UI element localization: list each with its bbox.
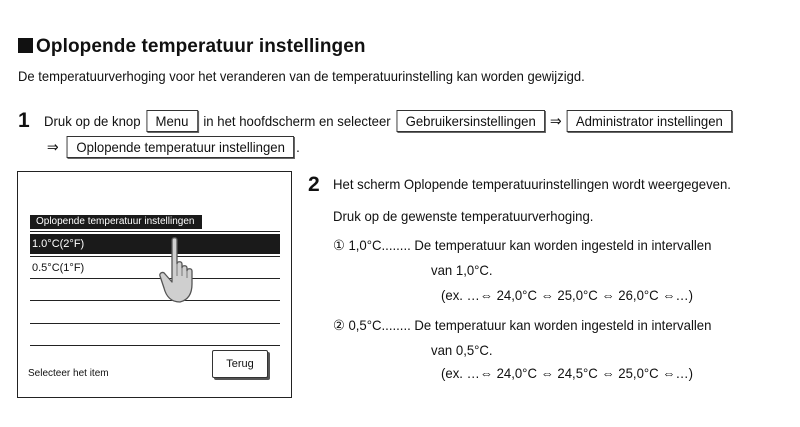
remote-screen-illustration [17,171,292,398]
option-1-example: (ex. …⇔ 24,0°C ⇔ 25,0°C ⇔ 26,0°C ⇔…) [441,287,694,303]
incremental-temp-key: Oplopende temperatuur instellingen [67,136,294,158]
option-2-label: ② 0,5°C........ [333,317,411,333]
step-1-number: 1 [18,109,30,132]
step-1-line-2 [44,136,300,158]
step-1-text-a: Druk op de knop [44,113,141,129]
step-2-line-1: Het scherm Oplopende temperatuurinstellingen wordt weergegeven. [333,176,731,192]
intro-text: De temperatuurverhoging voor het veranderen van de temperatuurinstelling kan worden gewijzigd. [18,68,585,84]
screen-option-2[interactable]: 0.5°C(1°F) [32,262,85,274]
option-1-text: De temperatuur kan worden ingesteld in intervallen [414,237,712,253]
arrow-icon: ⇒ [549,113,562,130]
menu-key: Menu [146,110,198,132]
screen-divider [30,278,280,279]
screen-option-1[interactable]: 1.0°C(2°F) [30,234,280,254]
screen-divider [30,323,280,324]
page-title [18,36,366,58]
arrow-icon: ⇒ [46,139,59,156]
user-settings-key: Gebruikersinstellingen [396,110,545,132]
option-1-text-2: van 1,0°C. [431,262,493,278]
option-1-row [333,237,711,254]
option-2-text: De temperatuur kan worden ingesteld in intervallen [414,317,712,333]
option-2-row [333,317,711,334]
step-1-text-b: in het hoofdscherm en selecteer [203,113,391,129]
screen-title: Oplopende temperatuur instellingen [30,215,202,229]
step-2-line-2: Druk op de gewenste temperatuurverhoging. [333,208,594,224]
pointing-hand-icon [158,236,204,306]
option-2-text-2: van 0,5°C. [431,342,493,358]
step-1-period: . [296,139,300,155]
screen-divider [30,300,280,301]
screen-divider [30,345,280,346]
step-2-number: 2 [308,173,320,196]
option-2-example: (ex. …⇔ 24,0°C ⇔ 24,5°C ⇔ 25,0°C ⇔…) [441,365,694,381]
back-button[interactable]: Terug [212,350,268,378]
screen-divider [30,256,280,257]
admin-settings-key: Administrator instellingen [566,110,732,132]
screen-status-text: Selecteer het item [28,368,109,379]
step-1-line-1 [44,110,734,132]
square-bullet-icon [18,38,33,53]
page-title-text: Oplopende temperatuur instellingen [36,36,366,57]
screen-divider [30,231,280,232]
option-1-label: ① 1,0°C........ [333,237,411,253]
